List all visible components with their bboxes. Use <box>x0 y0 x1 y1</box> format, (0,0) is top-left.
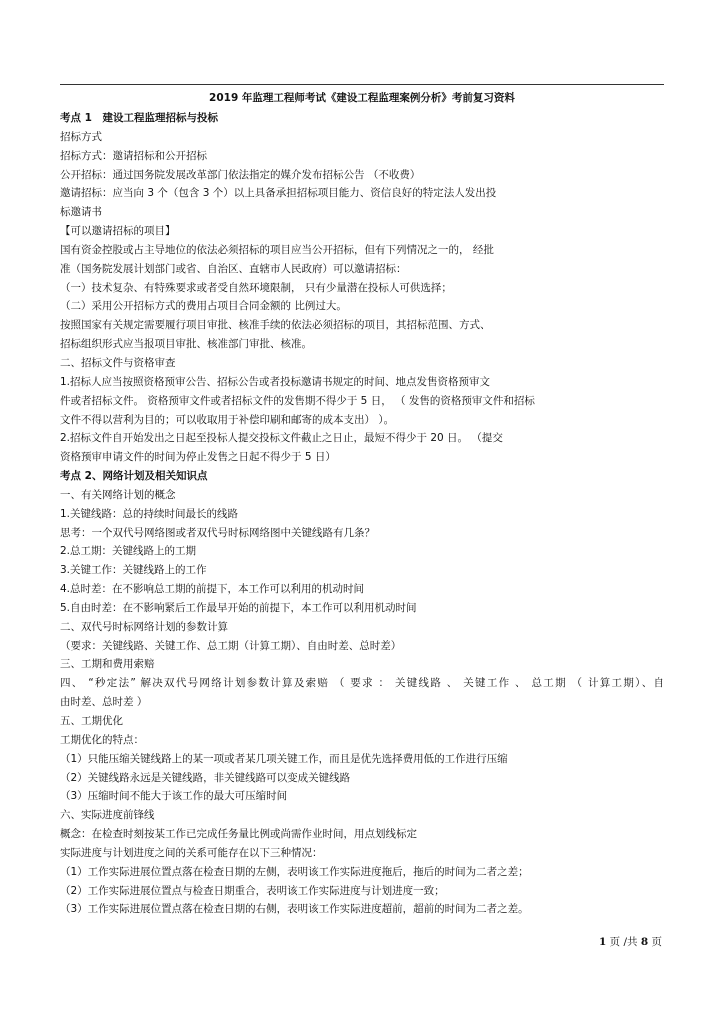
text-line: 2.招标文件自开始发出之日起至投标人提交投标文件截止之日止，最短不得少于 20 日。 （提交 <box>60 432 503 445</box>
text-line: 1.关键线路：总的持续时间最长的线路 <box>60 507 239 520</box>
text-line: 标邀请书 <box>60 206 102 219</box>
text-line: 一、有关网络计划的概念 <box>60 488 176 501</box>
text-line: 文件不得以营利为目的；可以收取用于补偿印刷和邮寄的成本支出） ）。 <box>60 413 395 426</box>
text-line: 4.总时差：在不影响总工期的前提下，本工作可以利用的机动时间 <box>60 583 365 596</box>
text-line: 三、工期和费用索赔 <box>60 658 155 671</box>
text-line: 1.招标人应当按照资格预审公告、招标公告或者投标邀请书规定的时间、地点发售资格预审文 <box>60 375 491 388</box>
text-line: 五、工期优化 <box>60 715 123 727</box>
current-page-number: 1 <box>598 936 607 948</box>
text-line: 概念：在检查时刻按某工作已完成任务量比例或尚需作业时间，用点划线标定 <box>60 828 417 841</box>
text-line: （2）关键线路永远是关键线路，非关键线路可以变成关键线路 <box>60 771 351 784</box>
text-line: 二、招标文件与资格审查 <box>60 356 176 369</box>
text-line: 公开招标：通过国务院发展改革部门依法指定的媒介发布招标公告 （不收费） <box>60 168 421 181</box>
document-title: 2019 年监理工程师考试《建设工程监理案例分析》考前复习资料 <box>209 92 515 104</box>
header-rule <box>60 84 664 85</box>
text-line: 准（国务院发展计划部门或省、自治区、直辖市人民政府）可以邀请招标： <box>60 262 407 275</box>
text-line: （二）采用公开招标方式的费用占项目合同金额的 比例过大。 <box>60 300 347 313</box>
page-label: 页 /共 <box>606 936 641 948</box>
text-line: 工期优化的特点： <box>60 733 144 746</box>
total-pages-number: 8 <box>640 936 649 948</box>
text-line: （3）压缩时间不能大于该工作的最大可压缩时间 <box>60 790 288 803</box>
text-line: 5.自由时差：在不影响紧后工作最早开始的前提下，本工作可以利用机动时间 <box>60 601 417 614</box>
total-pages-label: 页 <box>648 936 662 948</box>
text-line: （一）技术复杂、有特殊要求或者受自然环境限制， 只有少量潜在投标人可供选择； <box>60 281 452 294</box>
text-line: 2.总工期：关键线路上的工期 <box>60 545 197 558</box>
text-line: 思考：一个双代号网络图或者双代号时标网络图中关键线路有几条？ <box>60 526 375 539</box>
text-line: （要求：关键线路、关键工作、总工期（计算工期）、自由时差、总时差） <box>60 639 402 652</box>
text-line: 件或者招标文件。 资格预审文件或者招标文件的发售期不得少于 5 日， （ 发售的资格预审文件和招标 <box>60 394 535 407</box>
text-line: 由时差、总时差 ） <box>60 696 148 709</box>
text-line: 招标方式：邀请招标和公开招标 <box>60 149 207 162</box>
text-line: 招标组织形式应当报项目审批、核准部门审批、核准。 <box>60 338 312 351</box>
text-line: 按照国家有关规定需要履行项目审批、核准手续的依法必须招标的项目，其招标范围、方式、 <box>60 319 491 332</box>
text-line-section-heading: 考点 2、网络计划及相关知识点 <box>60 470 208 483</box>
document-body <box>60 109 664 919</box>
text-line: 邀请招标：应当向 3 个（包含 3 个）以上具备承担招标项目能力、资信良好的特定法人发出投 <box>60 187 497 200</box>
page-number-footer <box>599 935 662 949</box>
text-line: 【可以邀请招标的项目】 <box>60 225 176 238</box>
text-line: 六、实际进度前锋线 <box>60 809 155 822</box>
text-line-justified: 四、 “秒定法” 解决双代号网络计划参数计算及索赔 （ 要求 ： 关键线路 、 关键工作 、 总工期 （ 计算工期）、自 <box>60 677 664 690</box>
text-line: 3.关键工作：关键线路上的工作 <box>60 564 207 577</box>
text-line: （1）工作实际进展位置点落在检查日期的左侧，表明该工作实际进度拖后，拖后的时间为二者之差； <box>60 865 529 878</box>
text-line-section-heading: 考点 1 建设工程监理招标与投标 <box>60 112 218 124</box>
text-line: （3）工作实际进展位置点落在检查日期的右侧，表明该工作实际进度超前，超前的时间为二者之差。 <box>60 903 529 916</box>
text-line: （1）只能压缩关键线路上的某一项或者某几项关键工作，而且是优先选择费用低的工作进行压缩 <box>60 752 508 765</box>
text-line: 实际进度与计划进度之间的关系可能存在以下三种情况： <box>60 846 323 859</box>
text-line: 二、双代号时标网络计划的参数计算 <box>60 620 228 633</box>
text-line: 资格预审申请文件的时间为停止发售之日起不得少于 5 日） <box>60 451 336 464</box>
text-line: 招标方式 <box>60 130 102 143</box>
text-line: （2）工作实际进展位置点与检查日期重合，表明该工作实际进度与计划进度一致； <box>60 884 445 897</box>
text-line: 国有资金控股或占主导地位的依法必须招标的项目应当公开招标，但有下列情况之一的， 经批 <box>60 243 494 256</box>
